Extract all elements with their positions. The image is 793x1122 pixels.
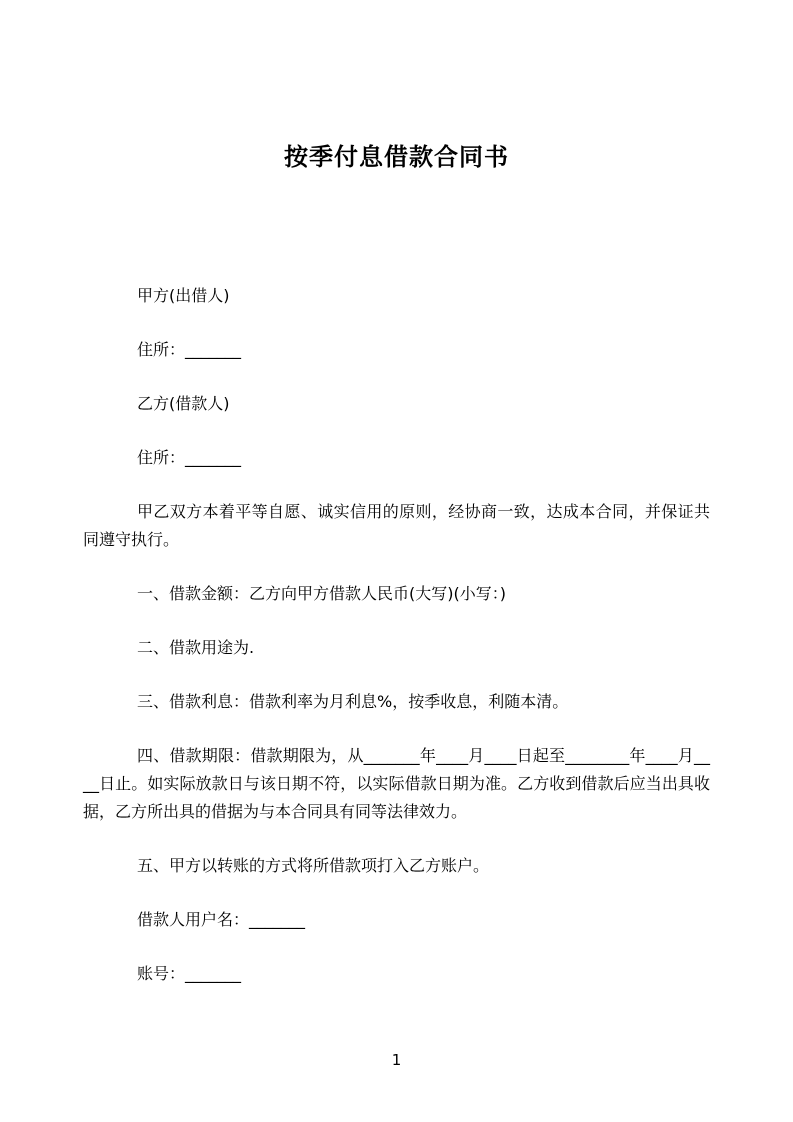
page-number: 1	[391, 1051, 402, 1069]
party-a-address-line: 住所：_______	[137, 340, 242, 359]
preamble-paragraph: 甲乙双方本着平等自愿、诚实信用的原则，经协商一致，达成本合同，并保证共同遵守执行。	[83, 502, 710, 549]
clause-5-transfer-method: 五、甲方以转账的方式将所借款项打入乙方账户。	[137, 856, 490, 875]
clause-2-loan-purpose: 二、借款用途为.	[137, 638, 255, 657]
clause-4-loan-term: 四、借款期限：借款期限为，从_______年____月____日起至________年____月____日止。如实际放款日与该日期不符，以实际借款日期为准。乙方收到借款后应当出具收据，乙方所出具的借据为与本合同具有同等法律效力。	[83, 746, 710, 821]
party-a-line: 甲方(出借人)	[137, 286, 230, 305]
party-b-address-line: 住所：_______	[137, 448, 242, 467]
document-title: 按季付息借款合同书	[284, 143, 509, 171]
clause-3-loan-interest: 三、借款利息：借款利率为月利息%，按季收息，利随本清。	[137, 692, 569, 711]
clause-1-loan-amount: 一、借款金额：乙方向甲方借款人民币(大写)(小写：)	[137, 584, 506, 603]
party-b-line: 乙方(借款人)	[137, 394, 230, 413]
borrower-username-line: 借款人用户名：_______	[137, 910, 306, 929]
account-number-line: 账号：_______	[137, 964, 242, 983]
